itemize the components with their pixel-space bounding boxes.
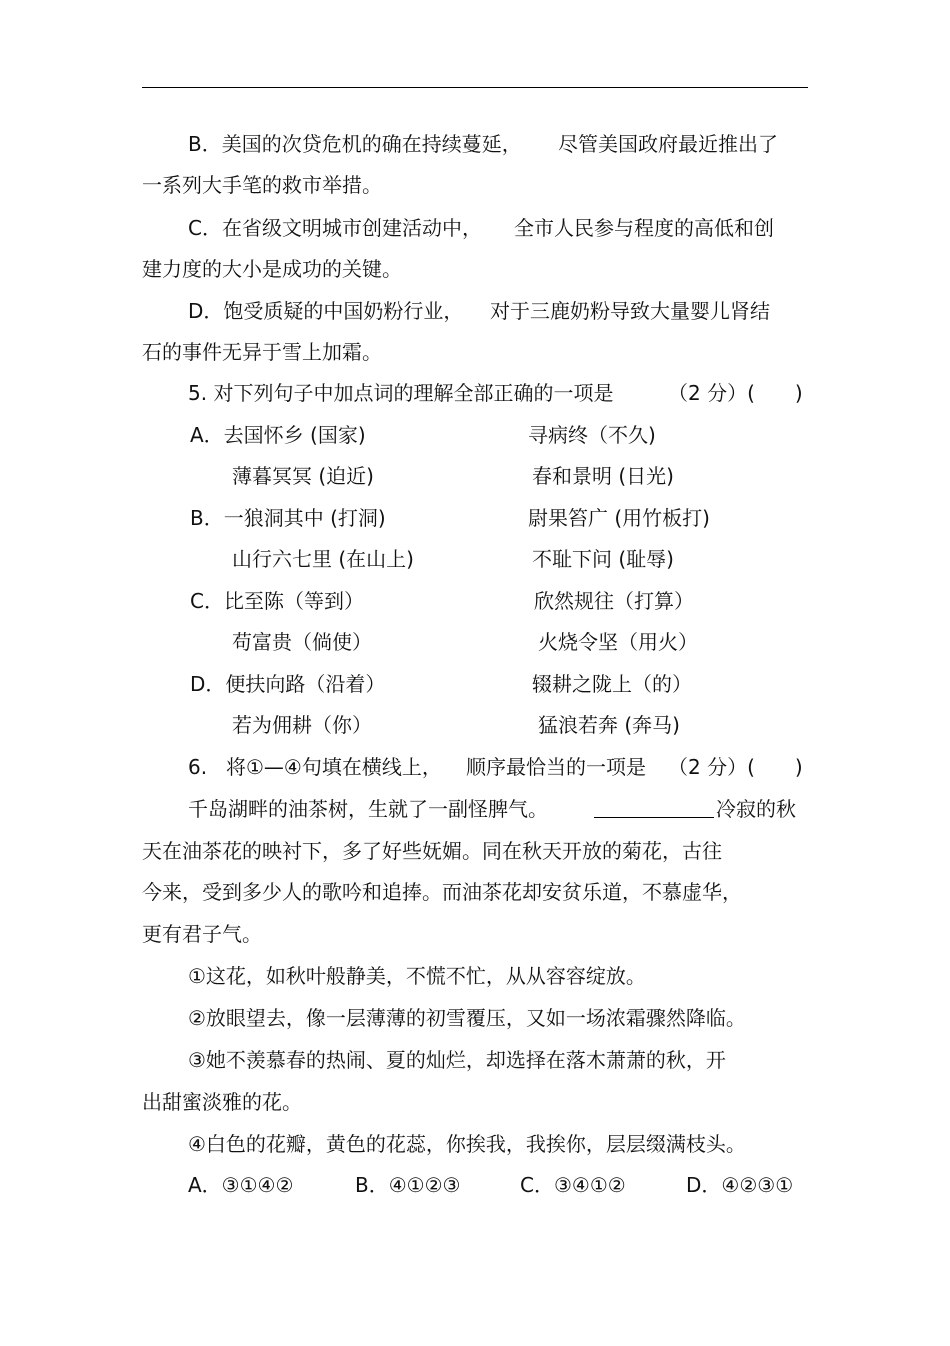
q5-option-c-right1: 欣然规往（打算） — [534, 589, 694, 613]
q5-option-d-left2: 若为佣耕（你） — [232, 713, 372, 737]
q5-option-b-right2: 不耻下问 (耻辱) — [532, 547, 674, 571]
q5-option-d-right1: 辍耕之陇上（的） — [532, 672, 692, 696]
q6-passage-line2: 天在油茶花的映衬下，多了好些妩媚。同在秋天开放的菊花，古往 — [142, 839, 722, 863]
q4-option-c-line1b: 全市人民参与程度的高低和创 — [514, 216, 774, 240]
q5-option-b-left1: B．一狼洞其中 (打洞) — [190, 506, 386, 530]
q6-number: 6. — [188, 755, 208, 779]
q5-option-c-left2: 苟富贵（倘使） — [232, 630, 372, 654]
q4-option-d-line1b: 对于三鹿奶粉导致大量婴儿肾结 — [490, 299, 770, 323]
q4-option-b-line2: 一系列大手笔的救市举措。 — [142, 173, 382, 197]
q6-sentence-4: ④白色的花瓣，黄色的花蕊，你挨我，我挨你，层层缀满枝头。 — [188, 1132, 746, 1156]
header-rule — [142, 87, 808, 88]
q6-score: （2 分）( ) — [668, 755, 803, 779]
q5-option-a-left1: A．去国怀乡 (国家) — [190, 423, 366, 447]
q5-option-d-right2: 猛浪若奔 (奔马) — [538, 713, 680, 737]
q6-stem-2: 顺序最恰当的一项是 — [466, 755, 646, 779]
q5-option-a-left2: 薄暮冥冥 (迫近) — [232, 464, 374, 488]
q4-option-b-line1b: 尽管美国政府最近推出了 — [558, 132, 778, 156]
q4-option-d-line2: 石的事件无异于雪上加霜。 — [142, 340, 382, 364]
q4-option-b-line1a: B．美国的次贷危机的确在持续蔓延， — [188, 132, 522, 156]
q5-option-a-right1: 寻病终（不久) — [528, 423, 656, 447]
q6-sentence-3a: ③她不羡慕春的热闹、夏的灿烂，却选择在落木萧萧的秋，开 — [188, 1048, 726, 1072]
q4-option-d-line1a: D．饱受质疑的中国奶粉行业， — [188, 299, 464, 323]
q5-option-b-left2: 山行六七里 (在山上) — [232, 547, 414, 571]
q4-option-c-line1a: C．在省级文明城市创建活动中， — [188, 216, 482, 240]
q6-passage-line1b: 冷寂的秋 — [716, 797, 796, 821]
answer-blank — [594, 795, 714, 823]
q6-passage-line4: 更有君子气。 — [142, 922, 262, 946]
q5-score: （2 分）( ) — [668, 381, 803, 405]
q6-choice-d: D．④②③① — [686, 1173, 794, 1197]
q6-choice-c: C．③④①② — [520, 1173, 626, 1197]
q5-option-a-right2: 春和景明 (日光) — [532, 464, 674, 488]
q6-choice-b: B．④①②③ — [355, 1173, 461, 1197]
q6-sentence-3b: 出甜蜜淡雅的花。 — [142, 1090, 302, 1114]
q5-option-b-right1: 尉果笞广 (用竹板打) — [528, 506, 710, 530]
q6-passage-line3: 今来，受到多少人的歌吟和追捧。而油茶花却安贫乐道，不慕虚华， — [142, 880, 742, 904]
q5-option-c-right2: 火烧令坚（用火） — [538, 630, 698, 654]
q5-option-c-left1: C．比至陈（等到） — [190, 589, 364, 613]
q6-choice-a: A．③①④② — [188, 1173, 294, 1197]
q6-stem: 将①—④句填在横线上， — [226, 755, 442, 779]
q4-option-c-line2: 建力度的大小是成功的关键。 — [142, 257, 402, 281]
q6-sentence-1: ①这花，如秋叶般静美，不慌不忙，从从容容绽放。 — [188, 964, 646, 988]
q6-sentence-2: ②放眼望去，像一层薄薄的初雪覆压，又如一场浓霜骤然降临。 — [188, 1006, 746, 1030]
q6-passage-line1a: 千岛湖畔的油茶树，生就了一副怪脾气。 — [188, 797, 548, 821]
q5-stem: 5. 对下列句子中加点词的理解全部正确的一项是 — [188, 381, 614, 405]
q5-option-d-left1: D．便扶向路（沿着） — [190, 672, 386, 696]
